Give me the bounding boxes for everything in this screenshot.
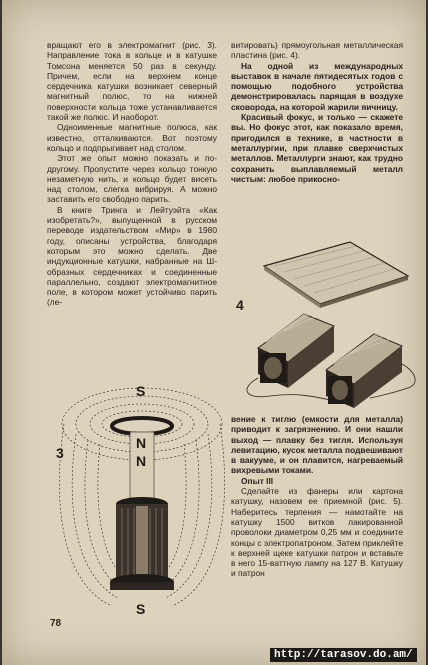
figure-3-number: 3 bbox=[56, 445, 64, 461]
paragraph: В книге Тринга и Лейтуэйта «Как изобретать?», выпущенной в русском переводе издательством «Мир» в 1980 году, описаны устройства, благодаря которым это можно сделать. Две индукционные катушки, набранные на Ш-образных сердечниках и соединенные параллельно, создают электромагнитное поле, в котором может устойчиво парить (ле- bbox=[47, 204, 217, 308]
text-column-left bbox=[47, 40, 217, 308]
paragraph: витировать) прямоугольная металлическая пластина (рис. 4). bbox=[231, 40, 403, 61]
figure-4-levitation-coils bbox=[230, 238, 426, 408]
paragraph: Этот же опыт можно показать и по-другому. Пропустите через кольцо тонкую незаметную нить, и кольцо будет висеть над столом, слегка вибрируя. А можно заставить его свободно парить. bbox=[47, 153, 217, 205]
pole-label-bottom: S bbox=[136, 601, 146, 616]
paragraph: Сделайте из фанеры или картона катушку, назовем ее приемной (рис. 5). Наберитесь терпения — намотайте на катушку 1500 витков лакированной проволоки диаметром 0,25 мм и соедините концы с электропатроном. Затем приклейте к верхней щеке катушки патрон и вставьте в него 15-ваттную лампу на 127 В. Катушку и патрон bbox=[231, 486, 403, 579]
magazine-page bbox=[2, 0, 426, 665]
pole-label-n-lower: N bbox=[136, 453, 147, 469]
figure-3-magnetic-field bbox=[52, 384, 232, 616]
levitating-ring bbox=[112, 418, 172, 434]
page-number: 78 bbox=[50, 618, 62, 629]
pole-label-n-upper: N bbox=[136, 435, 147, 451]
text-column-right-top bbox=[231, 40, 403, 184]
paragraph: Красивый фокус, и только — скажете вы. Но фокус этот, как показало время, пригодился в технике, в частности в металлургии, при плавке сверхчистых металлов. Металлурги знают, как трудно сохранить выплавляемый металл чистым: любое прикосно- bbox=[231, 112, 403, 184]
paragraph: На одной из международных выставок в начале пятидесятых годов с помощью подобного устройства демонстрировалась парящая в воздухе сковорода, на которой жарили яичницу. bbox=[231, 60, 403, 112]
paragraph: вение к тиглю (емкости для металла) приводит к загрязнению. И они нашли выход — плавку без тигля. Используя левитацию, кусок металла подвешивают в вакууме, и он плавится, нагреваемый вихревыми токами. bbox=[231, 414, 403, 476]
floating-plate bbox=[264, 242, 408, 304]
paragraph: вращают его в электромагнит (рис. 3). Направление тока в кольце и в катушке Томсона меняется 50 раз в секунду. Причем, если на верхнем конце сердечника катушки возникает северный магнитный полюс, то на нижней поверхности кольца тоже устанавливается такой же полюс. И наоборот. bbox=[47, 40, 217, 123]
watermark-link[interactable]: http://tarasov.do.am/ bbox=[270, 648, 417, 662]
pole-label-top: S bbox=[136, 384, 146, 399]
coil-left bbox=[258, 308, 334, 388]
section-heading: Опыт III bbox=[241, 475, 274, 486]
text-column-right-bottom bbox=[231, 414, 403, 579]
paragraph: Одноименные магнитные полюса, как известно, отталкиваются. Вот поэтому кольцо и подпрыгивает над столом. bbox=[47, 122, 217, 153]
figure-4-number: 4 bbox=[236, 297, 244, 313]
coil-right bbox=[326, 330, 402, 408]
